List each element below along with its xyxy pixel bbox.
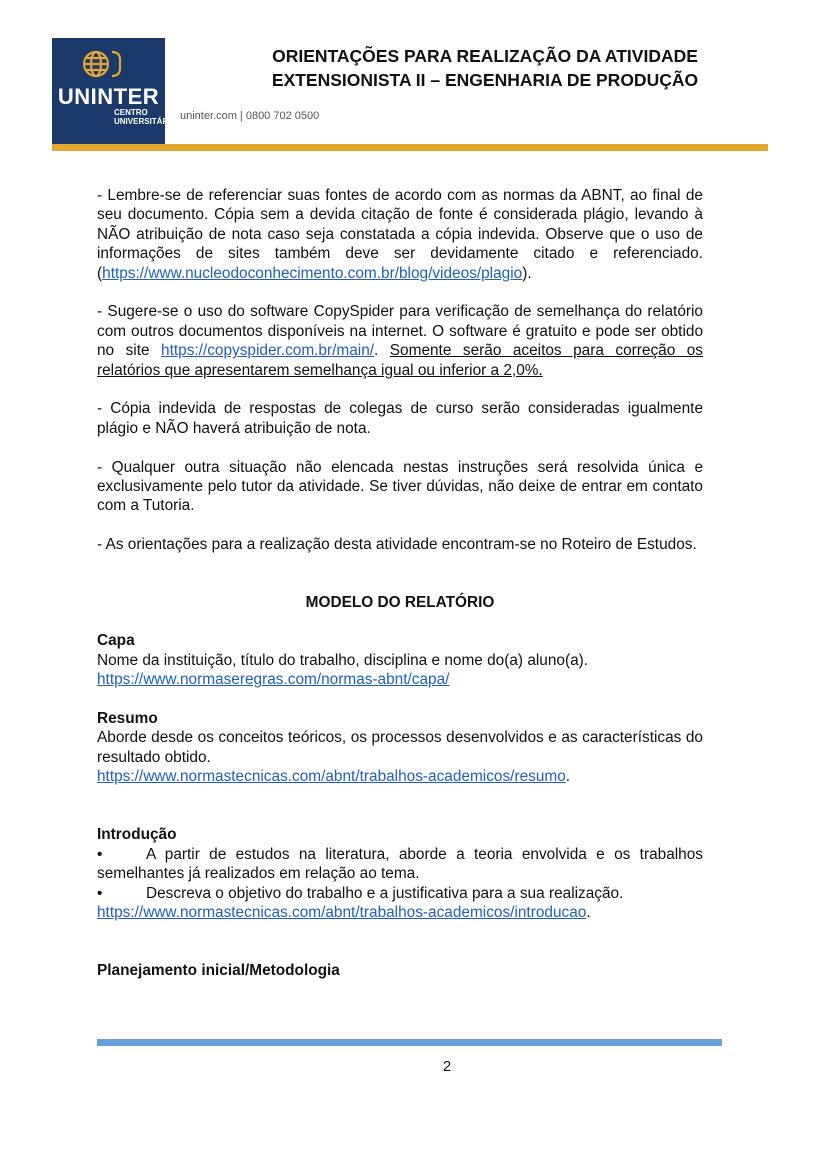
paragraph-references-tail: ). — [522, 264, 532, 282]
resumo-link-line — [97, 767, 703, 786]
paragraph-copyspider-text: - Sugere-se o uso do software CopySpider para verificação de semelhança do relatório com outros documentos disponíveis na internet. O software é gratuito e pode ser obtido no site — [97, 303, 703, 360]
logo-wordmark: UNINTER — [57, 84, 160, 109]
uninter-logo — [52, 38, 177, 148]
planejamento-heading: Planejamento inicial/Metodologia — [97, 962, 340, 980]
introducao-link[interactable]: https://www.normastecnicas.com/abnt/trabalhos-academicos/introducao — [97, 904, 587, 922]
header-accent-bar — [52, 144, 768, 151]
introducao-bullet-1 — [97, 845, 703, 884]
introducao-bullet-1-text: A partir de estudos na literatura, aborde a teoria envolvida e os trabalhos semelhantes já realizados em relação ao tema. — [97, 845, 703, 883]
paragraph-copyspider-mid: . — [374, 342, 390, 360]
header-contact: uninter.com | 0800 702 0500 — [180, 110, 320, 122]
paragraph-references — [97, 186, 703, 283]
plagio-link[interactable]: https://www.nucleodoconhecimento.com.br/blog/videos/plagio — [102, 264, 523, 282]
introducao-bullet-2-text: Descreva o objetivo do trabalho e a justificativa para a sua realização. — [146, 884, 624, 902]
page-number: 2 — [442, 1058, 452, 1075]
paragraph-other-situations: - Qualquer outra situação não elencada nestas instruções será resolvida única e exclusivamente pelo tutor da atividade. Se tiver dúvidas, não deixe de entrar em contato com a Tutoria. — [97, 458, 703, 515]
introducao-bullet-2 — [97, 884, 703, 903]
paragraph-copy-colleagues: - Cópia indevida de respostas de colegas de curso serão consideradas igualmente plágio e NÃO haverá atribuição de nota. — [97, 400, 703, 437]
introducao-heading: Introdução — [97, 826, 177, 844]
resumo-text: Aborde desde os conceitos teóricos, os processos desenvolvidos e as características do resultado obtido. — [97, 729, 703, 766]
document-body — [97, 186, 703, 981]
paragraph-copyspider — [97, 302, 703, 380]
capa-link[interactable]: https://www.normaseregras.com/normas-abnt/capa/ — [97, 671, 450, 689]
logo-subtitle — [114, 108, 177, 126]
resumo-link[interactable]: https://www.normastecnicas.com/abnt/trabalhos-academicos/resumo — [97, 768, 566, 786]
title-line-1: ORIENTAÇÕES PARA REALIZAÇÃO DA ATIVIDADE — [272, 46, 698, 66]
logo-sub-line1: CENTRO — [114, 108, 148, 117]
title-line-2: EXTENSIONISTA II – ENGENHARIA DE PRODUÇÃO — [271, 70, 699, 90]
capa-heading: Capa — [97, 632, 135, 650]
document-title — [180, 44, 790, 92]
copyspider-link[interactable]: https://copyspider.com.br/main/ — [161, 342, 375, 360]
logo-sub-line2: UNIVERSITÁRIO — [114, 117, 177, 126]
introducao-link-line — [97, 903, 703, 922]
introducao-section — [97, 825, 703, 922]
bullet-marker-2: • — [97, 884, 103, 902]
resumo-link-tail: . — [565, 768, 571, 786]
capa-section — [97, 631, 703, 689]
resumo-section — [97, 709, 703, 787]
model-section-title: MODELO DO RELATÓRIO — [305, 593, 495, 611]
globe-icon — [52, 38, 165, 88]
footer-accent-bar — [97, 1039, 722, 1046]
resumo-heading: Resumo — [97, 710, 158, 728]
capa-text: Nome da instituição, título do trabalho, disciplina e nome do(a) aluno(a). — [97, 651, 589, 669]
paragraph-references-text: - Lembre-se de referenciar suas fontes de acordo com as normas da ABNT, ao final de seu documento. Cópia sem a devida citação de fonte é considerada plágio, levando à NÃO atribuição de nota caso seja constatada a cópia indevida. Observe que o uso de informações de sites também deve ser devidamente citado e referenciado. ( — [97, 187, 703, 282]
similarity-requirement: Somente serão aceitos para correção os relatórios que apresentarem semelhança igual ou inferior a 2,0%. — [97, 342, 703, 379]
paragraph-guidelines: - As orientações para a realização desta atividade encontram-se no Roteiro de Estudos. — [97, 536, 697, 554]
introducao-link-tail: . — [586, 904, 591, 922]
bullet-marker-1: • — [97, 845, 103, 863]
